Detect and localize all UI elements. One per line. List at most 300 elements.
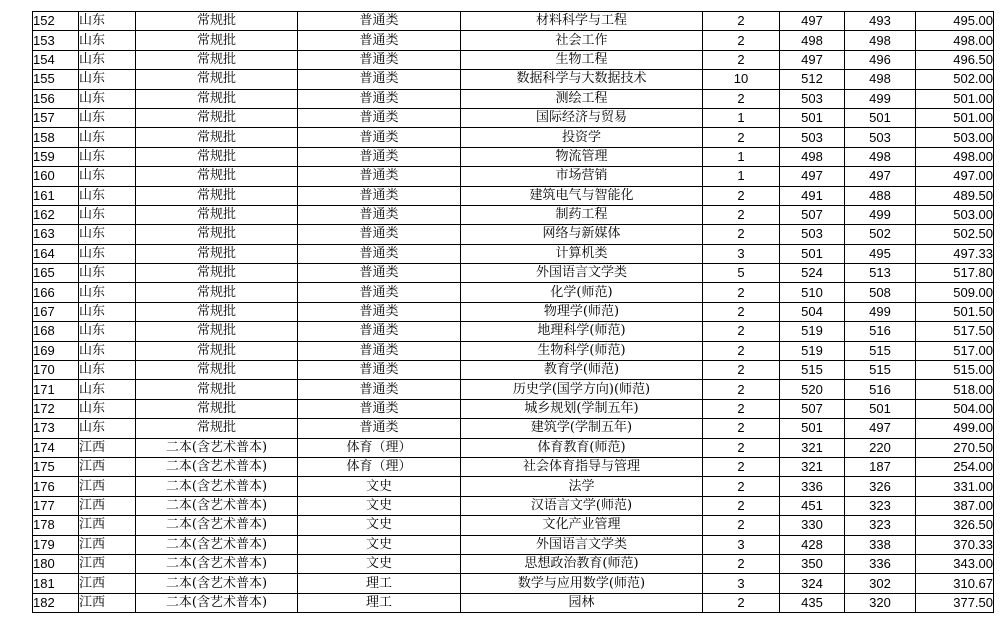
batch-cell: 二本(含艺术普本) bbox=[136, 457, 298, 476]
plan-count-cell: 1 bbox=[703, 147, 780, 166]
row-index-cell: 153 bbox=[33, 31, 79, 50]
major-cell: 物理学(师范) bbox=[461, 302, 703, 321]
max-score-cell: 504 bbox=[780, 302, 845, 321]
row-index-cell: 171 bbox=[33, 380, 79, 399]
category-cell: 普通类 bbox=[298, 244, 461, 263]
max-score-cell: 501 bbox=[780, 244, 845, 263]
category-cell: 普通类 bbox=[298, 50, 461, 69]
plan-count-cell: 2 bbox=[703, 554, 780, 573]
plan-count-cell: 1 bbox=[703, 108, 780, 127]
min-score-cell: 499 bbox=[845, 205, 916, 224]
min-score-cell: 513 bbox=[845, 264, 916, 283]
avg-score-cell: 387.00 bbox=[916, 496, 994, 515]
avg-score-cell: 515.00 bbox=[916, 361, 994, 380]
category-cell: 普通类 bbox=[298, 186, 461, 205]
major-cell: 汉语言文学(师范) bbox=[461, 496, 703, 515]
province-cell: 山东 bbox=[79, 380, 136, 399]
max-score-cell: 435 bbox=[780, 593, 845, 612]
category-cell: 文史 bbox=[298, 516, 461, 535]
table-row bbox=[33, 535, 994, 554]
plan-count-cell: 2 bbox=[703, 225, 780, 244]
batch-cell: 二本(含艺术普本) bbox=[136, 574, 298, 593]
max-score-cell: 520 bbox=[780, 380, 845, 399]
batch-cell: 二本(含艺术普本) bbox=[136, 516, 298, 535]
batch-cell: 二本(含艺术普本) bbox=[136, 438, 298, 457]
category-cell: 普通类 bbox=[298, 128, 461, 147]
min-score-cell: 501 bbox=[845, 108, 916, 127]
min-score-cell: 499 bbox=[845, 302, 916, 321]
major-cell: 测绘工程 bbox=[461, 89, 703, 108]
plan-count-cell: 2 bbox=[703, 128, 780, 147]
province-cell: 江西 bbox=[79, 457, 136, 476]
avg-score-cell: 517.00 bbox=[916, 341, 994, 360]
min-score-cell: 499 bbox=[845, 89, 916, 108]
min-score-cell: 516 bbox=[845, 380, 916, 399]
table-row bbox=[33, 341, 994, 360]
plan-count-cell: 2 bbox=[703, 302, 780, 321]
max-score-cell: 510 bbox=[780, 283, 845, 302]
avg-score-cell: 489.50 bbox=[916, 186, 994, 205]
row-index-cell: 181 bbox=[33, 574, 79, 593]
min-score-cell: 326 bbox=[845, 477, 916, 496]
batch-cell: 常规批 bbox=[136, 12, 298, 31]
major-cell: 法学 bbox=[461, 477, 703, 496]
province-cell: 江西 bbox=[79, 477, 136, 496]
plan-count-cell: 2 bbox=[703, 399, 780, 418]
batch-cell: 二本(含艺术普本) bbox=[136, 593, 298, 612]
max-score-cell: 498 bbox=[780, 31, 845, 50]
min-score-cell: 488 bbox=[845, 186, 916, 205]
province-cell: 江西 bbox=[79, 496, 136, 515]
category-cell: 普通类 bbox=[298, 322, 461, 341]
table-row bbox=[33, 477, 994, 496]
category-cell: 体育（理） bbox=[298, 438, 461, 457]
batch-cell: 常规批 bbox=[136, 186, 298, 205]
table-row bbox=[33, 264, 994, 283]
major-cell: 市场营销 bbox=[461, 167, 703, 186]
avg-score-cell: 370.33 bbox=[916, 535, 994, 554]
avg-score-cell: 497.00 bbox=[916, 167, 994, 186]
row-index-cell: 182 bbox=[33, 593, 79, 612]
major-cell: 文化产业管理 bbox=[461, 516, 703, 535]
province-cell: 山东 bbox=[79, 322, 136, 341]
table-row bbox=[33, 225, 994, 244]
batch-cell: 常规批 bbox=[136, 244, 298, 263]
avg-score-cell: 495.00 bbox=[916, 12, 994, 31]
batch-cell: 常规批 bbox=[136, 341, 298, 360]
avg-score-cell: 501.00 bbox=[916, 108, 994, 127]
batch-cell: 常规批 bbox=[136, 50, 298, 69]
batch-cell: 常规批 bbox=[136, 302, 298, 321]
row-index-cell: 162 bbox=[33, 205, 79, 224]
avg-score-cell: 501.00 bbox=[916, 89, 994, 108]
batch-cell: 常规批 bbox=[136, 399, 298, 418]
category-cell: 普通类 bbox=[298, 419, 461, 438]
category-cell: 理工 bbox=[298, 574, 461, 593]
category-cell: 文史 bbox=[298, 554, 461, 573]
table-row bbox=[33, 108, 994, 127]
table-row bbox=[33, 70, 994, 89]
max-score-cell: 501 bbox=[780, 108, 845, 127]
major-cell: 投资学 bbox=[461, 128, 703, 147]
row-index-cell: 157 bbox=[33, 108, 79, 127]
table-row bbox=[33, 147, 994, 166]
row-index-cell: 155 bbox=[33, 70, 79, 89]
major-cell: 计算机类 bbox=[461, 244, 703, 263]
min-score-cell: 501 bbox=[845, 399, 916, 418]
major-cell: 体育教育(师范) bbox=[461, 438, 703, 457]
row-index-cell: 165 bbox=[33, 264, 79, 283]
min-score-cell: 516 bbox=[845, 322, 916, 341]
category-cell: 普通类 bbox=[298, 70, 461, 89]
max-score-cell: 336 bbox=[780, 477, 845, 496]
table-row bbox=[33, 128, 994, 147]
max-score-cell: 507 bbox=[780, 399, 845, 418]
batch-cell: 常规批 bbox=[136, 147, 298, 166]
batch-cell: 常规批 bbox=[136, 70, 298, 89]
max-score-cell: 497 bbox=[780, 12, 845, 31]
category-cell: 普通类 bbox=[298, 399, 461, 418]
batch-cell: 常规批 bbox=[136, 205, 298, 224]
major-cell: 材料科学与工程 bbox=[461, 12, 703, 31]
table-row bbox=[33, 167, 994, 186]
max-score-cell: 497 bbox=[780, 167, 845, 186]
row-index-cell: 161 bbox=[33, 186, 79, 205]
row-index-cell: 152 bbox=[33, 12, 79, 31]
category-cell: 普通类 bbox=[298, 225, 461, 244]
plan-count-cell: 2 bbox=[703, 89, 780, 108]
min-score-cell: 323 bbox=[845, 496, 916, 515]
avg-score-cell: 270.50 bbox=[916, 438, 994, 457]
min-score-cell: 220 bbox=[845, 438, 916, 457]
major-cell: 制药工程 bbox=[461, 205, 703, 224]
major-cell: 历史学(国学方向)(师范) bbox=[461, 380, 703, 399]
batch-cell: 常规批 bbox=[136, 283, 298, 302]
category-cell: 普通类 bbox=[298, 283, 461, 302]
batch-cell: 常规批 bbox=[136, 108, 298, 127]
province-cell: 山东 bbox=[79, 264, 136, 283]
min-score-cell: 302 bbox=[845, 574, 916, 593]
max-score-cell: 321 bbox=[780, 457, 845, 476]
province-cell: 山东 bbox=[79, 361, 136, 380]
major-cell: 城乡规划(学制五年) bbox=[461, 399, 703, 418]
province-cell: 山东 bbox=[79, 108, 136, 127]
min-score-cell: 515 bbox=[845, 361, 916, 380]
batch-cell: 常规批 bbox=[136, 264, 298, 283]
major-cell: 社会体育指导与管理 bbox=[461, 457, 703, 476]
province-cell: 江西 bbox=[79, 554, 136, 573]
max-score-cell: 350 bbox=[780, 554, 845, 573]
max-score-cell: 497 bbox=[780, 50, 845, 69]
major-cell: 数据科学与大数据技术 bbox=[461, 70, 703, 89]
category-cell: 普通类 bbox=[298, 31, 461, 50]
row-index-cell: 169 bbox=[33, 341, 79, 360]
category-cell: 普通类 bbox=[298, 167, 461, 186]
province-cell: 山东 bbox=[79, 225, 136, 244]
batch-cell: 二本(含艺术普本) bbox=[136, 496, 298, 515]
category-cell: 文史 bbox=[298, 477, 461, 496]
table-row bbox=[33, 50, 994, 69]
avg-score-cell: 496.50 bbox=[916, 50, 994, 69]
max-score-cell: 519 bbox=[780, 322, 845, 341]
avg-score-cell: 501.50 bbox=[916, 302, 994, 321]
min-score-cell: 497 bbox=[845, 167, 916, 186]
max-score-cell: 324 bbox=[780, 574, 845, 593]
batch-cell: 二本(含艺术普本) bbox=[136, 554, 298, 573]
avg-score-cell: 518.00 bbox=[916, 380, 994, 399]
table-row bbox=[33, 516, 994, 535]
avg-score-cell: 254.00 bbox=[916, 457, 994, 476]
table-body bbox=[33, 12, 994, 613]
province-cell: 山东 bbox=[79, 70, 136, 89]
row-index-cell: 166 bbox=[33, 283, 79, 302]
category-cell: 普通类 bbox=[298, 380, 461, 399]
table-row bbox=[33, 593, 994, 612]
plan-count-cell: 2 bbox=[703, 457, 780, 476]
avg-score-cell: 377.50 bbox=[916, 593, 994, 612]
avg-score-cell: 509.00 bbox=[916, 283, 994, 302]
max-score-cell: 512 bbox=[780, 70, 845, 89]
province-cell: 江西 bbox=[79, 535, 136, 554]
batch-cell: 常规批 bbox=[136, 380, 298, 399]
batch-cell: 常规批 bbox=[136, 419, 298, 438]
major-cell: 建筑电气与智能化 bbox=[461, 186, 703, 205]
min-score-cell: 498 bbox=[845, 147, 916, 166]
major-cell: 外国语言文学类 bbox=[461, 264, 703, 283]
batch-cell: 常规批 bbox=[136, 31, 298, 50]
major-cell: 外国语言文学类 bbox=[461, 535, 703, 554]
major-cell: 生物科学(师范) bbox=[461, 341, 703, 360]
plan-count-cell: 2 bbox=[703, 438, 780, 457]
max-score-cell: 501 bbox=[780, 419, 845, 438]
table-row bbox=[33, 31, 994, 50]
province-cell: 山东 bbox=[79, 89, 136, 108]
table-row bbox=[33, 399, 994, 418]
row-index-cell: 156 bbox=[33, 89, 79, 108]
plan-count-cell: 3 bbox=[703, 244, 780, 263]
table-row bbox=[33, 438, 994, 457]
category-cell: 普通类 bbox=[298, 302, 461, 321]
batch-cell: 二本(含艺术普本) bbox=[136, 477, 298, 496]
max-score-cell: 321 bbox=[780, 438, 845, 457]
table-row bbox=[33, 186, 994, 205]
avg-score-cell: 517.80 bbox=[916, 264, 994, 283]
row-index-cell: 168 bbox=[33, 322, 79, 341]
min-score-cell: 498 bbox=[845, 31, 916, 50]
max-score-cell: 524 bbox=[780, 264, 845, 283]
table-row bbox=[33, 554, 994, 573]
plan-count-cell: 2 bbox=[703, 516, 780, 535]
min-score-cell: 503 bbox=[845, 128, 916, 147]
plan-count-cell: 2 bbox=[703, 322, 780, 341]
min-score-cell: 508 bbox=[845, 283, 916, 302]
row-index-cell: 167 bbox=[33, 302, 79, 321]
table-row bbox=[33, 89, 994, 108]
category-cell: 普通类 bbox=[298, 361, 461, 380]
province-cell: 江西 bbox=[79, 593, 136, 612]
province-cell: 山东 bbox=[79, 419, 136, 438]
major-cell: 生物工程 bbox=[461, 50, 703, 69]
plan-count-cell: 2 bbox=[703, 50, 780, 69]
category-cell: 普通类 bbox=[298, 264, 461, 283]
plan-count-cell: 2 bbox=[703, 283, 780, 302]
min-score-cell: 338 bbox=[845, 535, 916, 554]
major-cell: 教育学(师范) bbox=[461, 361, 703, 380]
avg-score-cell: 343.00 bbox=[916, 554, 994, 573]
batch-cell: 常规批 bbox=[136, 225, 298, 244]
province-cell: 山东 bbox=[79, 12, 136, 31]
plan-count-cell: 3 bbox=[703, 574, 780, 593]
min-score-cell: 497 bbox=[845, 419, 916, 438]
province-cell: 山东 bbox=[79, 31, 136, 50]
row-index-cell: 179 bbox=[33, 535, 79, 554]
row-index-cell: 180 bbox=[33, 554, 79, 573]
batch-cell: 常规批 bbox=[136, 322, 298, 341]
min-score-cell: 502 bbox=[845, 225, 916, 244]
plan-count-cell: 10 bbox=[703, 70, 780, 89]
province-cell: 山东 bbox=[79, 205, 136, 224]
avg-score-cell: 502.00 bbox=[916, 70, 994, 89]
major-cell: 化学(师范) bbox=[461, 283, 703, 302]
major-cell: 园林 bbox=[461, 593, 703, 612]
province-cell: 山东 bbox=[79, 283, 136, 302]
major-cell: 数学与应用数学(师范) bbox=[461, 574, 703, 593]
row-index-cell: 175 bbox=[33, 457, 79, 476]
table-row bbox=[33, 380, 994, 399]
max-score-cell: 503 bbox=[780, 128, 845, 147]
plan-count-cell: 2 bbox=[703, 380, 780, 399]
batch-cell: 常规批 bbox=[136, 361, 298, 380]
category-cell: 普通类 bbox=[298, 12, 461, 31]
row-index-cell: 164 bbox=[33, 244, 79, 263]
plan-count-cell: 5 bbox=[703, 264, 780, 283]
table-row bbox=[33, 283, 994, 302]
avg-score-cell: 517.50 bbox=[916, 322, 994, 341]
major-cell: 思想政治教育(师范) bbox=[461, 554, 703, 573]
admission-score-table bbox=[32, 11, 994, 613]
row-index-cell: 174 bbox=[33, 438, 79, 457]
category-cell: 普通类 bbox=[298, 108, 461, 127]
table-row bbox=[33, 322, 994, 341]
table-row bbox=[33, 244, 994, 263]
row-index-cell: 154 bbox=[33, 50, 79, 69]
province-cell: 山东 bbox=[79, 302, 136, 321]
row-index-cell: 160 bbox=[33, 167, 79, 186]
major-cell: 社会工作 bbox=[461, 31, 703, 50]
table-row bbox=[33, 574, 994, 593]
category-cell: 体育（理） bbox=[298, 457, 461, 476]
plan-count-cell: 2 bbox=[703, 361, 780, 380]
plan-count-cell: 1 bbox=[703, 167, 780, 186]
avg-score-cell: 502.50 bbox=[916, 225, 994, 244]
min-score-cell: 495 bbox=[845, 244, 916, 263]
min-score-cell: 493 bbox=[845, 12, 916, 31]
province-cell: 山东 bbox=[79, 167, 136, 186]
row-index-cell: 159 bbox=[33, 147, 79, 166]
category-cell: 普通类 bbox=[298, 89, 461, 108]
avg-score-cell: 504.00 bbox=[916, 399, 994, 418]
avg-score-cell: 499.00 bbox=[916, 419, 994, 438]
min-score-cell: 320 bbox=[845, 593, 916, 612]
max-score-cell: 507 bbox=[780, 205, 845, 224]
province-cell: 山东 bbox=[79, 341, 136, 360]
batch-cell: 常规批 bbox=[136, 167, 298, 186]
major-cell: 网络与新媒体 bbox=[461, 225, 703, 244]
max-score-cell: 519 bbox=[780, 341, 845, 360]
min-score-cell: 336 bbox=[845, 554, 916, 573]
province-cell: 山东 bbox=[79, 147, 136, 166]
avg-score-cell: 326.50 bbox=[916, 516, 994, 535]
category-cell: 普通类 bbox=[298, 205, 461, 224]
avg-score-cell: 503.00 bbox=[916, 128, 994, 147]
row-index-cell: 177 bbox=[33, 496, 79, 515]
table-row bbox=[33, 205, 994, 224]
max-score-cell: 491 bbox=[780, 186, 845, 205]
avg-score-cell: 498.00 bbox=[916, 147, 994, 166]
category-cell: 文史 bbox=[298, 496, 461, 515]
avg-score-cell: 503.00 bbox=[916, 205, 994, 224]
plan-count-cell: 2 bbox=[703, 496, 780, 515]
table-row bbox=[33, 12, 994, 31]
category-cell: 文史 bbox=[298, 535, 461, 554]
max-score-cell: 451 bbox=[780, 496, 845, 515]
max-score-cell: 498 bbox=[780, 147, 845, 166]
province-cell: 山东 bbox=[79, 128, 136, 147]
major-cell: 地理科学(师范) bbox=[461, 322, 703, 341]
min-score-cell: 498 bbox=[845, 70, 916, 89]
plan-count-cell: 2 bbox=[703, 31, 780, 50]
avg-score-cell: 497.33 bbox=[916, 244, 994, 263]
table-row bbox=[33, 496, 994, 515]
max-score-cell: 428 bbox=[780, 535, 845, 554]
province-cell: 山东 bbox=[79, 399, 136, 418]
major-cell: 国际经济与贸易 bbox=[461, 108, 703, 127]
row-index-cell: 158 bbox=[33, 128, 79, 147]
avg-score-cell: 310.67 bbox=[916, 574, 994, 593]
province-cell: 山东 bbox=[79, 50, 136, 69]
row-index-cell: 170 bbox=[33, 361, 79, 380]
plan-count-cell: 2 bbox=[703, 12, 780, 31]
table-row bbox=[33, 457, 994, 476]
province-cell: 山东 bbox=[79, 186, 136, 205]
category-cell: 理工 bbox=[298, 593, 461, 612]
min-score-cell: 515 bbox=[845, 341, 916, 360]
batch-cell: 常规批 bbox=[136, 128, 298, 147]
row-index-cell: 163 bbox=[33, 225, 79, 244]
major-cell: 建筑学(学制五年) bbox=[461, 419, 703, 438]
min-score-cell: 496 bbox=[845, 50, 916, 69]
max-score-cell: 503 bbox=[780, 225, 845, 244]
min-score-cell: 187 bbox=[845, 457, 916, 476]
row-index-cell: 172 bbox=[33, 399, 79, 418]
category-cell: 普通类 bbox=[298, 147, 461, 166]
avg-score-cell: 498.00 bbox=[916, 31, 994, 50]
plan-count-cell: 2 bbox=[703, 205, 780, 224]
row-index-cell: 173 bbox=[33, 419, 79, 438]
max-score-cell: 515 bbox=[780, 361, 845, 380]
plan-count-cell: 2 bbox=[703, 186, 780, 205]
table-row bbox=[33, 419, 994, 438]
batch-cell: 常规批 bbox=[136, 89, 298, 108]
province-cell: 江西 bbox=[79, 438, 136, 457]
province-cell: 江西 bbox=[79, 516, 136, 535]
category-cell: 普通类 bbox=[298, 341, 461, 360]
major-cell: 物流管理 bbox=[461, 147, 703, 166]
plan-count-cell: 2 bbox=[703, 419, 780, 438]
max-score-cell: 330 bbox=[780, 516, 845, 535]
min-score-cell: 323 bbox=[845, 516, 916, 535]
row-index-cell: 176 bbox=[33, 477, 79, 496]
